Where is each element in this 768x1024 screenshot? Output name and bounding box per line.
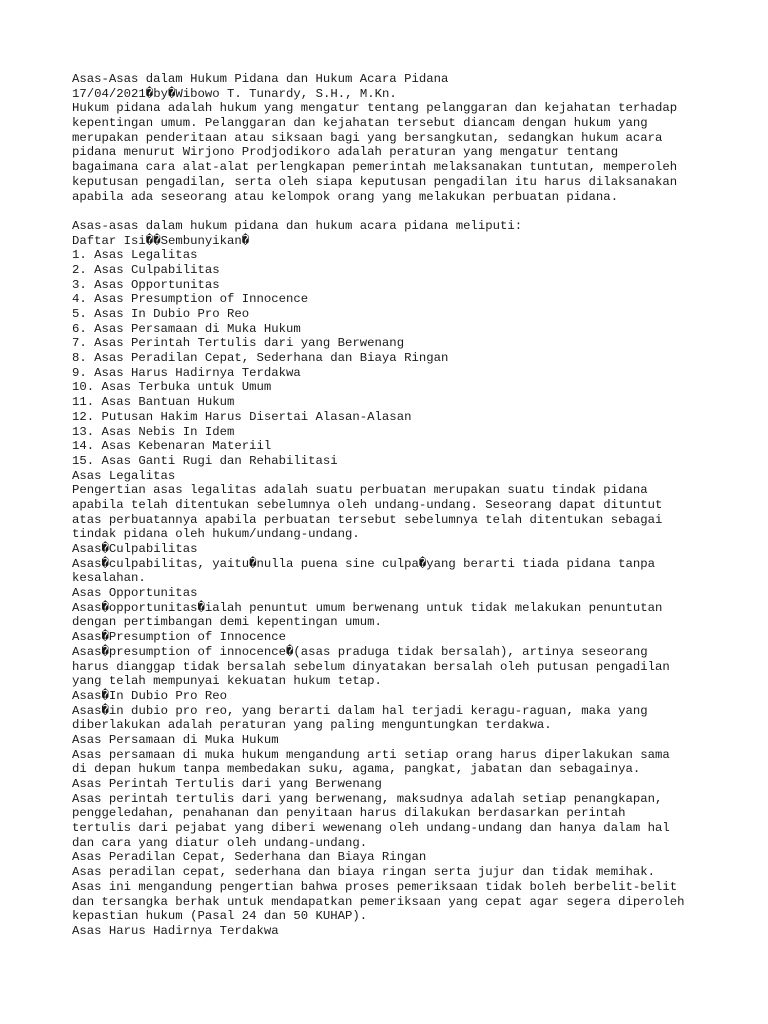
text-line: 5. Asas In Dubio Pro Reo	[72, 307, 250, 321]
text-line: tertulis dari pejabat yang diberi wewenang oleh undang-undang dan hanya dalam hal	[72, 821, 670, 836]
text-line: 2. Asas Culpabilitas	[72, 262, 220, 277]
text-line: 6. Asas Persamaan di Muka Hukum	[72, 321, 301, 336]
text-line: 17/04/2021�by�Wibowo T. Tunardy, S.H., M.Kn.	[72, 86, 397, 101]
text-line: Asas-Asas dalam Hukum Pidana dan Hukum Acara Pidana	[72, 72, 449, 86]
text-line: Asas Peradilan Cepat, Sederhana dan Biaya Ringan	[72, 850, 427, 865]
text-line: kepastian hukum (Pasal 24 dan 50 KUHAP).	[72, 909, 368, 924]
text-line: atas perbuatannya apabila perbuatan tersebut sebelumnya telah ditentukan sebagai	[72, 512, 663, 527]
text-line: Asas�In Dubio Pro Reo	[72, 688, 227, 703]
text-line: Asas�presumption of innocence�(asas praduga tidak bersalah), artinya seseorang	[72, 644, 648, 659]
text-line: dan tersangka berhak untuk mendapatkan pemeriksaan yang cepat agar segera diperoleh	[72, 894, 685, 909]
text-line: 11. Asas Bantuan Hukum	[72, 395, 235, 410]
text-line: dengan pertimbangan demi kepentingan umum.	[72, 615, 382, 630]
text-line: Pengertian asas legalitas adalah suatu perbuatan merupakan suatu tindak pidana	[72, 483, 648, 498]
text-line: 10. Asas Terbuka untuk Umum	[72, 380, 272, 395]
text-line: 8. Asas Peradilan Cepat, Sederhana dan Biaya Ringan	[72, 351, 449, 366]
document-text	[72, 72, 762, 939]
text-line: 3. Asas Opportunitas	[72, 277, 220, 292]
text-line: 14. Asas Kebenaran Materiil	[72, 439, 272, 454]
text-line: Asas peradilan cepat, sederhana dan biaya ringan serta jujur dan tidak memihak.	[72, 865, 655, 880]
text-line: Asas perintah tertulis dari yang berwenang, maksudnya adalah setiap penangkapan,	[72, 791, 663, 806]
text-line: Daftar Isi��Sembunyikan�	[72, 233, 250, 248]
text-line: Asas-asas dalam hukum pidana dan hukum acara pidana meliputi:	[72, 218, 523, 233]
text-line: kepentingan umum. Pelanggaran dan kejahatan tersebut diancam dengan hukum yang	[72, 116, 648, 131]
text-line: tindak pidana oleh hukum/undang-undang.	[72, 527, 360, 542]
text-line: 7. Asas Perintah Tertulis dari yang Berwenang	[72, 336, 405, 351]
text-line: merupakan penderitaan atau siksaan bagi yang bersangkutan, sedangkan hukum acara	[72, 130, 663, 145]
text-line: Asas persamaan di muka hukum mengandung arti setiap orang harus diperlakukan sama	[72, 747, 670, 762]
text-line: Asas�Presumption of Innocence	[72, 630, 287, 645]
text-line: 12. Putusan Hakim Harus Disertai Alasan-Alasan	[72, 409, 412, 424]
text-line: Asas�Culpabilitas	[72, 542, 198, 556]
text-line: 4. Asas Presumption of Innocence	[72, 292, 309, 307]
text-line: harus dianggap tidak bersalah sebelum dinyatakan bersalah oleh putusan pengadilan	[72, 659, 670, 674]
text-line: penggeledahan, penahanan dan penyitaan harus dilakukan berdasarkan perintah	[72, 806, 626, 821]
text-line: diberlakukan adalah peraturan yang paling menguntungkan terdakwa.	[72, 718, 552, 733]
text-line: Asas ini mengandung pengertian bahwa proses pemeriksaan tidak boleh berbelit-belit	[72, 879, 678, 894]
text-line: yang telah mempunyai kekuatan hukum tetap.	[72, 674, 382, 689]
text-line: Asas Persamaan di Muka Hukum	[72, 732, 279, 747]
text-line: 15. Asas Ganti Rugi dan Rehabilitasi	[72, 453, 338, 468]
text-line	[72, 204, 762, 219]
text-line: 9. Asas Harus Hadirnya Terdakwa	[72, 365, 301, 380]
text-line: Asas Opportunitas	[72, 586, 198, 601]
text-line: Asas Harus Hadirnya Terdakwa	[72, 923, 279, 938]
text-line: keputusan pengadilan, serta oleh siapa keputusan pengadilan itu harus dilaksanakan	[72, 174, 678, 189]
text-line: Hukum pidana adalah hukum yang mengatur tentang pelanggaran dan kejahatan terhadap	[72, 101, 678, 116]
text-line: 1. Asas Legalitas	[72, 248, 198, 263]
text-line: Asas�in dubio pro reo, yang berarti dalam hal terjadi keragu-raguan, maka yang	[72, 703, 648, 718]
text-line: di depan hukum tanpa membedakan suku, agama, pangkat, jabatan dan sebagainya.	[72, 762, 641, 777]
text-line: Asas Legalitas	[72, 468, 176, 483]
text-line: apabila ada seseorang atau kelompok orang yang melakukan perbuatan pidana.	[72, 189, 619, 204]
text-line: bagaimana cara alat-alat perlengkapan pemerintah melaksanakan tuntutan, memperoleh	[72, 160, 678, 175]
text-line: pidana menurut Wirjono Prodjodikoro adalah peraturan yang mengatur tentang	[72, 145, 619, 160]
text-line: 13. Asas Nebis In Idem	[72, 424, 235, 439]
text-line: Asas�culpabilitas, yaitu�nulla puena sine culpa�yang berarti tiada pidana tanpa	[72, 556, 656, 571]
text-line: Asas�opportunitas�ialah penuntut umum berwenang untuk tidak melakukan penuntutan	[72, 600, 663, 615]
text-line: kesalahan.	[72, 571, 146, 586]
text-line: dan cara yang diatur oleh undang-undang.	[72, 835, 368, 850]
text-line: apabila telah ditentukan sebelumnya oleh undang-undang. Seseorang dapat dituntut	[72, 497, 663, 512]
text-line: Asas Perintah Tertulis dari yang Berwenang	[72, 777, 382, 791]
